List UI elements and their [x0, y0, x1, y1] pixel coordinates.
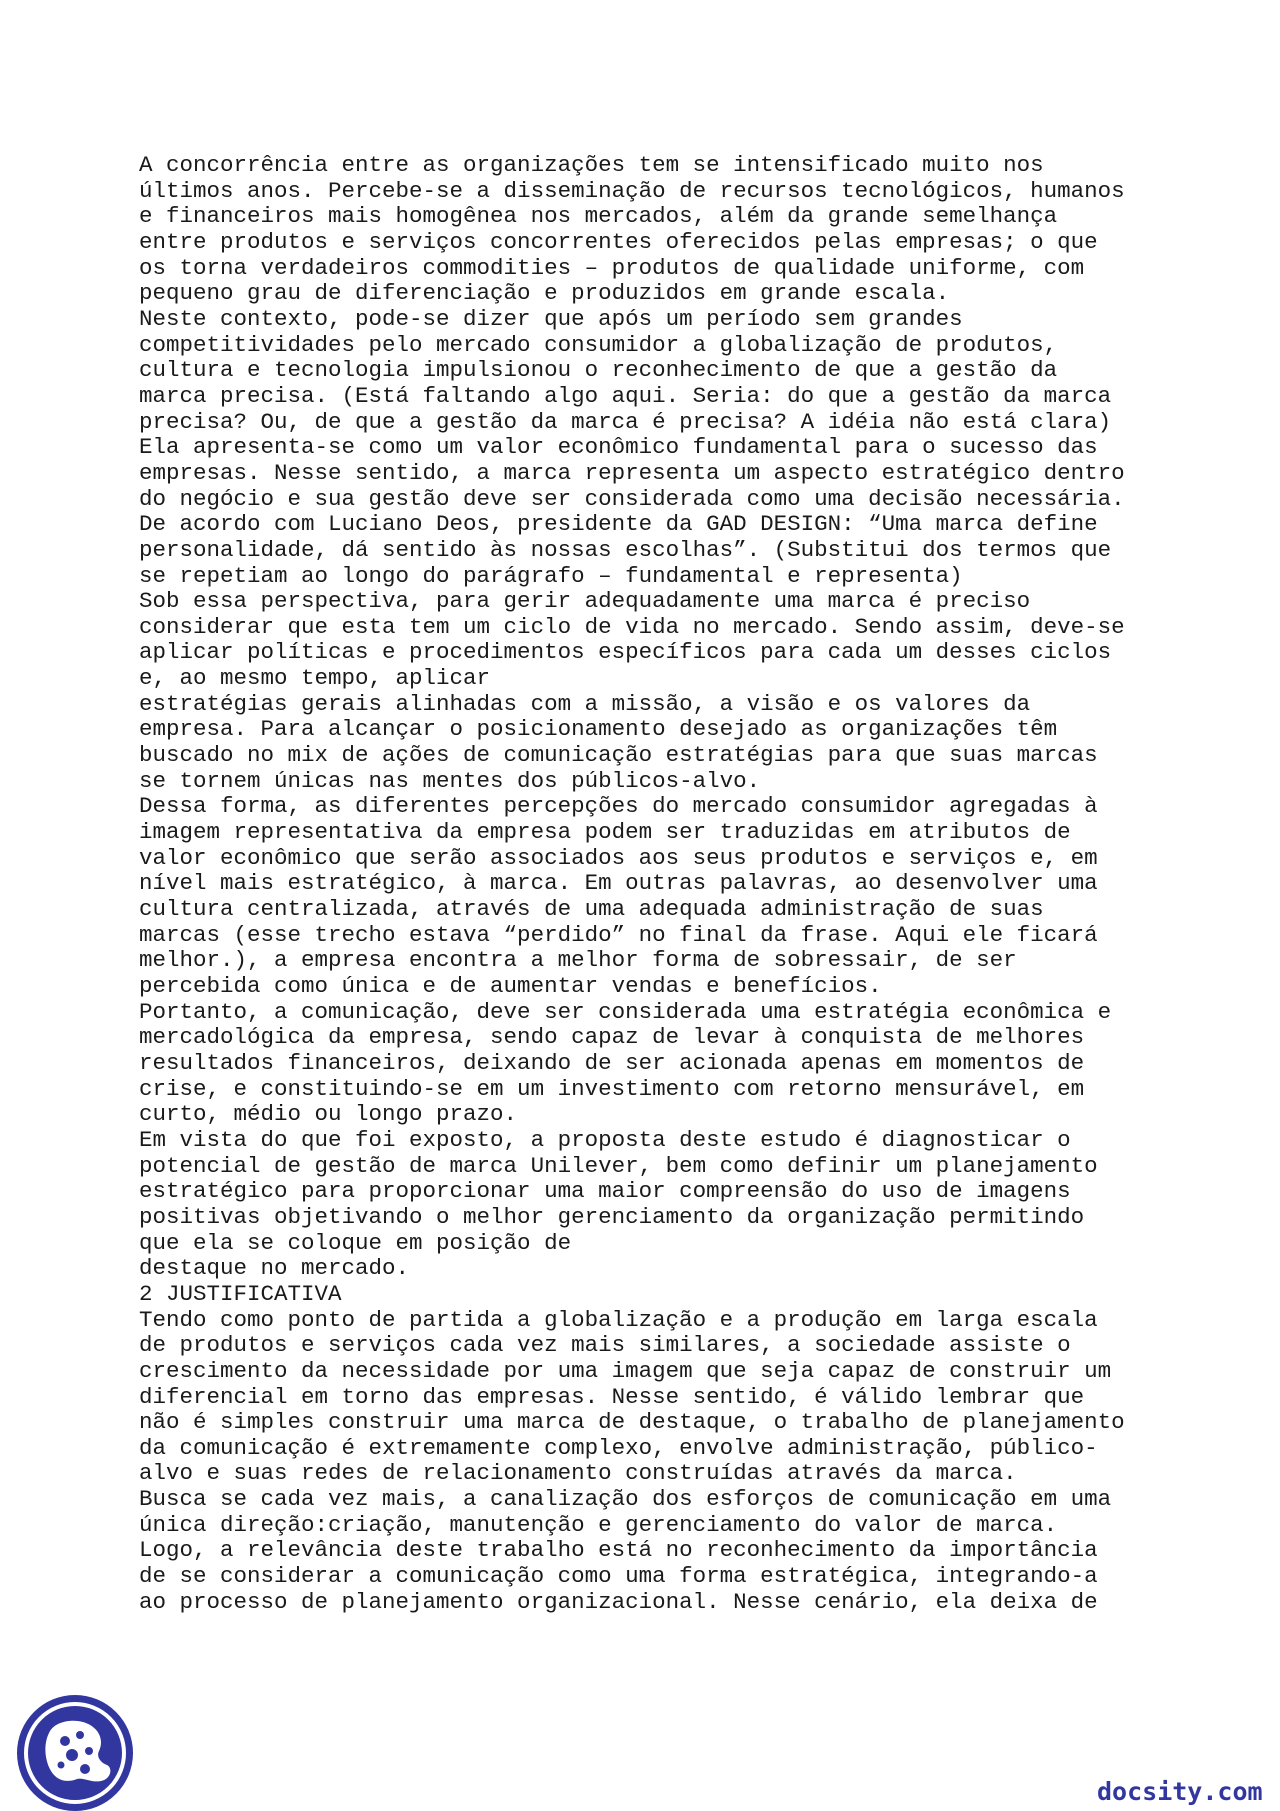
- text-line: resultados financeiros, deixando de ser acionada apenas em momentos de: [139, 1049, 1085, 1076]
- text-line: que ela se coloque em posição de: [139, 1229, 572, 1256]
- text-line: personalidade, dá sentido às nossas escolhas”. (Substitui dos termos que: [139, 536, 1112, 563]
- text-line: Portanto, a comunicação, deve ser considerada uma estratégia econômica e: [139, 998, 1112, 1025]
- text-line: diferencial em torno das empresas. Nesse sentido, é válido lembrar que: [139, 1383, 1085, 1410]
- text-line: mercadológica da empresa, sendo capaz de levar à conquista de melhores: [139, 1024, 1085, 1051]
- text-line: os torna verdadeiros commodities – produtos de qualidade uniforme, com: [139, 254, 1085, 281]
- text-line: entre produtos e serviços concorrentes oferecidos pelas empresas; o que: [139, 228, 1098, 255]
- text-line: precisa? Ou, de que a gestão da marca é precisa? A idéia não está clara): [139, 408, 1112, 435]
- text-line: aplicar políticas e procedimentos específicos para cada um desses ciclos: [139, 639, 1112, 666]
- text-line: da comunicação é extremamente complexo, envolve administração, público-: [139, 1434, 1098, 1461]
- text-line: estratégias gerais alinhadas com a missão, a visão e os valores da: [139, 690, 1031, 717]
- text-line: Ela apresenta-se como um valor econômico fundamental para o sucesso das: [139, 434, 1098, 461]
- text-line: Logo, a relevância deste trabalho está no reconhecimento da importância: [139, 1537, 1098, 1564]
- text-line: considerar que esta tem um ciclo de vida no mercado. Sendo assim, deve-se: [139, 613, 1125, 640]
- text-line: Neste contexto, pode-se dizer que após um período sem grandes: [139, 305, 963, 332]
- text-line: se tornem únicas nas mentes dos públicos-alvo.: [139, 767, 761, 794]
- watermark-text: docsity.com: [1097, 1777, 1263, 1806]
- text-line: única direção:criação, manutenção e gerenciamento do valor de marca.: [139, 1511, 1058, 1538]
- text-line: Busca se cada vez mais, a canalização dos esforços de comunicação em uma: [139, 1486, 1112, 1513]
- text-line: positivas objetivando o melhor gerenciamento da organização permitindo: [139, 1203, 1085, 1230]
- text-line: ao processo de planejamento organizacional. Nesse cenário, ela deixa de: [139, 1588, 1098, 1615]
- text-line: do negócio e sua gestão deve ser considerada como uma decisão necessária.: [139, 485, 1125, 512]
- text-line: imagem representativa da empresa podem ser traduzidas em atributos de: [139, 819, 1071, 846]
- text-line: se repetiam ao longo do parágrafo – fundamental e representa): [139, 562, 963, 589]
- text-line: empresa. Para alcançar o posicionamento desejado as organizações têm: [139, 716, 1058, 743]
- text-line: A concorrência entre as organizações tem se intensificado muito nos: [139, 152, 1044, 178]
- text-line: percebida como única e de aumentar vendas e benefícios.: [139, 973, 882, 999]
- text-line: buscado no mix de ações de comunicação estratégias para que suas marcas: [139, 742, 1098, 769]
- text-line: estratégico para proporcionar uma maior compreensão do uso de imagens: [139, 1178, 1071, 1205]
- text-line: Sob essa perspectiva, para gerir adequadamente uma marca é preciso: [139, 588, 1031, 615]
- section-heading: 2 JUSTIFICATIVA: [139, 1280, 342, 1307]
- text-line: curto, médio ou longo prazo.: [139, 1101, 518, 1128]
- intro-text-block: [139, 153, 1259, 1282]
- text-line: marcas (esse trecho estava “perdido” no final da frase. Aqui ele ficará: [139, 921, 1098, 948]
- text-line: valor econômico que serão associados aos seus produtos e serviços e, em: [139, 844, 1098, 871]
- text-line: alvo e suas redes de relacionamento construídas através da marca.: [139, 1460, 1017, 1487]
- text-line: pequeno grau de diferenciação e produzidos em grande escala.: [139, 280, 950, 307]
- text-line: de produtos e serviços cada vez mais similares, a sociedade assiste o: [139, 1332, 1071, 1359]
- text-line: não é simples construir uma marca de destaque, o trabalho de planejamento: [139, 1409, 1125, 1436]
- text-line: crescimento da necessidade por uma imagem que seja capaz de construir um: [139, 1357, 1112, 1384]
- docsity-logo: [15, 1693, 135, 1811]
- text-line: Tendo como ponto de partida a globalização e a produção em larga escala: [139, 1306, 1098, 1333]
- text-line: cultura centralizada, através de uma adequada administração de suas: [139, 896, 1044, 923]
- justification-text-block: [139, 1308, 1259, 1616]
- text-line: Em vista do que foi exposto, a proposta deste estudo é diagnosticar o: [139, 1126, 1071, 1153]
- text-line: e financeiros mais homogênea nos mercados, além da grande semelhança: [139, 203, 1058, 230]
- text-line: competitividades pelo mercado consumidor a globalização de produtos,: [139, 331, 1058, 358]
- text-line: potencial de gestão de marca Unilever, bem como definir um planejamento: [139, 1152, 1098, 1179]
- text-line: crise, e constituindo-se em um investimento com retorno mensurável, em: [139, 1075, 1085, 1102]
- document-body: [139, 153, 1259, 1615]
- text-line: e, ao mesmo tempo, aplicar: [139, 665, 491, 692]
- text-line: de se considerar a comunicação como uma forma estratégica, integrando-a: [139, 1563, 1098, 1590]
- text-line: De acordo com Luciano Deos, presidente da GAD DESIGN: “Uma marca define: [139, 511, 1098, 538]
- text-line: destaque no mercado.: [139, 1255, 410, 1282]
- text-line: empresas. Nesse sentido, a marca representa um aspecto estratégico dentro: [139, 459, 1125, 486]
- docsity-logo-icon: [15, 1693, 135, 1811]
- text-line: melhor.), a empresa encontra a melhor forma de sobressair, de ser: [139, 947, 1017, 974]
- text-line: nível mais estratégico, à marca. Em outras palavras, ao desenvolver uma: [139, 870, 1098, 897]
- text-line: marca precisa. (Está faltando algo aqui. Seria: do que a gestão da marca: [139, 382, 1112, 409]
- text-line: Dessa forma, as diferentes percepções do mercado consumidor agregadas à: [139, 793, 1098, 820]
- text-line: cultura e tecnologia impulsionou o reconhecimento de que a gestão da: [139, 357, 1058, 384]
- text-line: últimos anos. Percebe-se a disseminação de recursos tecnológicos, humanos: [139, 177, 1125, 204]
